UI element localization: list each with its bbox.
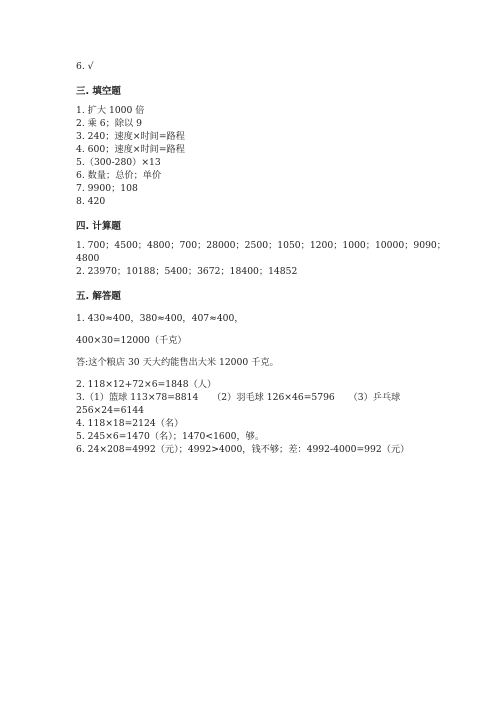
answer-line: 8. 420 [76, 196, 106, 207]
answer-line: 2. 23970；10188；5400；3672；18400；14852 [76, 266, 298, 277]
answer-line: 1. 700；4500；4800；700；28000；2500；1050；1200；1000；10000；9090； [76, 240, 446, 251]
answer-line: 3.（1）篮球 113×78=8814 （2）羽毛球 126×46=5796 （3）乒乓球 [76, 392, 401, 403]
section-title-calculation: 四. 计算题 [76, 221, 121, 232]
answer-line: 5. 245×6=1470（名）；1470<1600，够。 [76, 431, 265, 442]
answer-line: 6. 24×208=4992（元）；4992>4000，钱不够；差：4992-4000=992（元） [76, 444, 410, 455]
answer-line: 1. 430≈400，380≈400，407≈400， [76, 313, 244, 324]
answer-line: 400×30=12000（千克） [76, 335, 187, 346]
answer-line: 4. 600；速度×时间=路程 [76, 144, 185, 155]
answer-page [76, 60, 446, 456]
answer-line: 7. 9900；108 [76, 183, 138, 194]
section-title-fill-blanks: 三. 填空题 [76, 86, 121, 97]
answer-line: 2. 118×12+72×6=1848（人） [76, 379, 217, 390]
answer-6-check: 6. √ [76, 61, 94, 72]
answer-line: 6. 数量；总价；单价 [76, 170, 162, 181]
answer-line: 4800 [76, 253, 100, 264]
answer-line: 3. 240；速度×时间=路程 [76, 131, 185, 142]
answer-line: 256×24=6144 [76, 405, 145, 416]
answer-line: 5.（300-280）×13 [76, 157, 161, 168]
answer-line: 1. 扩大 1000 倍 [76, 105, 145, 116]
section-title-word-problems: 五. 解答题 [76, 291, 121, 302]
answer-statement: 答:这个粮店 30 天大约能售出大米 12000 千克。 [76, 357, 279, 368]
answer-line: 2. 乘 6；除以 9 [76, 118, 142, 129]
answer-line: 4. 118×18=2124（名） [76, 418, 184, 429]
